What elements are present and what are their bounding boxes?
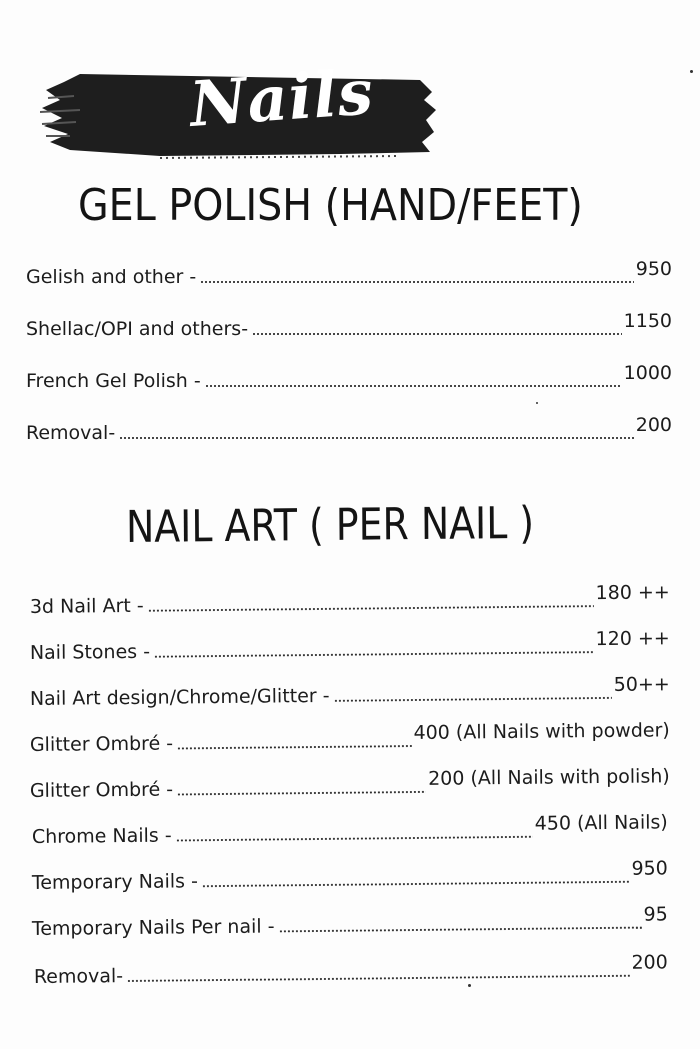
list-item [26,362,672,392]
leader-dots [154,651,594,658]
item-price: 1000 [623,362,672,384]
item-name: Temporary Nails - [31,870,199,894]
item-name: Gelish and other - [26,266,197,288]
item-price: 50++ [613,673,670,696]
speck-mark [690,70,693,73]
item-price: 950 [631,857,668,880]
item-name: 3d Nail Art - [29,594,144,618]
list-item [32,903,668,940]
item-price: 400 (All Nails with powder) [413,719,670,744]
list-item [32,857,668,894]
item-price: 950 [635,258,672,280]
leader-dots [127,975,630,982]
nail-art-title: NAIL ART ( PER NAIL ) [125,497,535,553]
item-name: Removal- [33,965,124,988]
item-name: Temporary Nails Per nail - [31,915,275,940]
list-item [30,627,670,664]
leader-dots [279,927,642,933]
list-item [26,414,672,444]
item-price: 200 (All Nails with polish) [428,765,670,790]
item-name: Glitter Ombré - [29,732,174,756]
brush-banner [40,55,440,162]
speck-mark [536,402,538,404]
item-price: 95 [643,903,668,926]
item-name: Nail Stones - [29,640,151,664]
item-name: Glitter Ombré - [29,778,174,802]
item-name: Removal- [26,422,116,444]
banner-title: Nails [187,55,376,141]
item-price: 120 ++ [595,627,670,651]
leader-dots [205,385,622,387]
list-item [32,811,668,848]
item-price: 200 [635,414,672,436]
item-price: 180 ++ [595,581,670,605]
item-name: French Gel Polish - [26,370,201,392]
leader-dots [119,437,634,439]
leader-dots [177,745,412,749]
leader-dots [200,281,633,283]
list-item [26,310,672,340]
item-price: 1150 [623,310,672,332]
item-price: 450 (All Nails) [534,811,668,835]
list-item [30,719,670,756]
leader-dots [202,881,630,887]
leader-dots [334,697,612,702]
list-item [30,765,670,802]
list-item [34,951,668,988]
speck-mark [468,984,471,987]
gel-polish-title: GEL POLISH (HAND/FEET) [78,180,583,231]
list-item [30,673,670,710]
item-price: 200 [631,951,668,974]
item-name: Shellac/OPI and others- [26,318,249,340]
leader-dots [148,605,594,612]
list-item [26,258,672,288]
leader-dots [176,836,533,842]
list-item [30,581,670,618]
item-name: Chrome Nails - [31,824,172,848]
leader-dots [177,791,426,796]
item-name: Nail Art design/Chrome/Glitter - [29,684,330,710]
leader-dots [252,333,622,335]
